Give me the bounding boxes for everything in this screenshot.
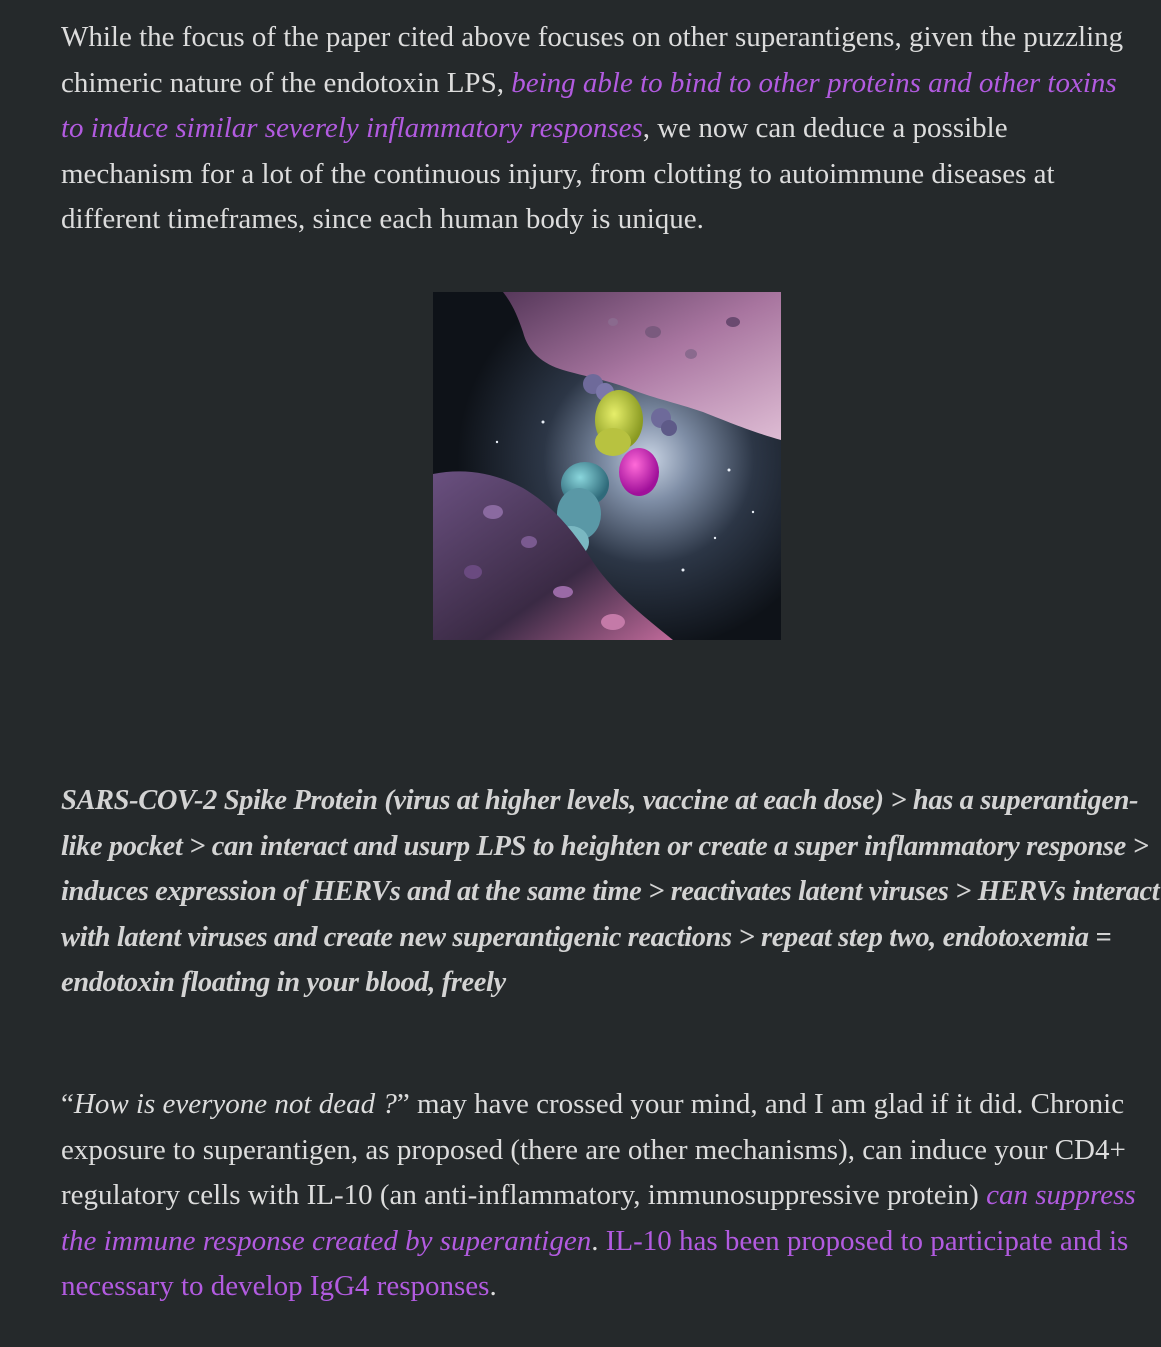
inflammatory-responses-link[interactable]: being able to bind to other proteins and other toxins to induce similar severely inflammatory responses [61,66,1117,144]
paragraph-3-end: . [489,1270,497,1302]
paragraph-3 [61,1082,1141,1310]
il10-igg4-link[interactable]: IL-10 has been proposed to participate and is necessary to develop IgG4 responses [61,1224,1129,1302]
paragraph-1-text-b: , we now can deduce a possible mechanism for a lot of the continuous injury, from clotting to autoimmune diseases at different timeframes, since each human body is unique. [61,112,1055,235]
suppress-immune-response-link[interactable]: can suppress the immune response created by superantigen [61,1179,1136,1257]
paragraph-1 [61,15,1141,243]
open-quote: “ [61,1088,74,1120]
question-text: How is everyone not dead ? [73,1088,397,1120]
mechanism-chain-paragraph: SARS-COV-2 Spike Protein (virus at higher levels, vaccine at each dose) > has a superantigen-like pocket > can interact and usurp LPS to heighten or create a super inflammatory response > induces expression of HERVs and at the same time > reactivates latent viruses > HERVs interact with latent viruses and create new superantigenic reactions > repeat step two, endotoxemia = endotoxin floating in your blood, freely [61,785,1160,998]
spike-protein-illustration [433,292,781,640]
paragraph-3-period: . [591,1224,599,1257]
paragraph-1-text-a: While the focus of the paper cited above focuses on other superantigens, given the puzzling chimeric nature of the endotoxin LPS, [61,21,1124,99]
paragraph-3-text-a: ” may have crossed your mind, and I am glad if it did. Chronic exposure to superantigen, as proposed (there are other mechanisms), can induce your CD4+ regulatory cells with IL-10 (an anti-inflammatory, immunosuppressive protein) [61,1088,1126,1211]
